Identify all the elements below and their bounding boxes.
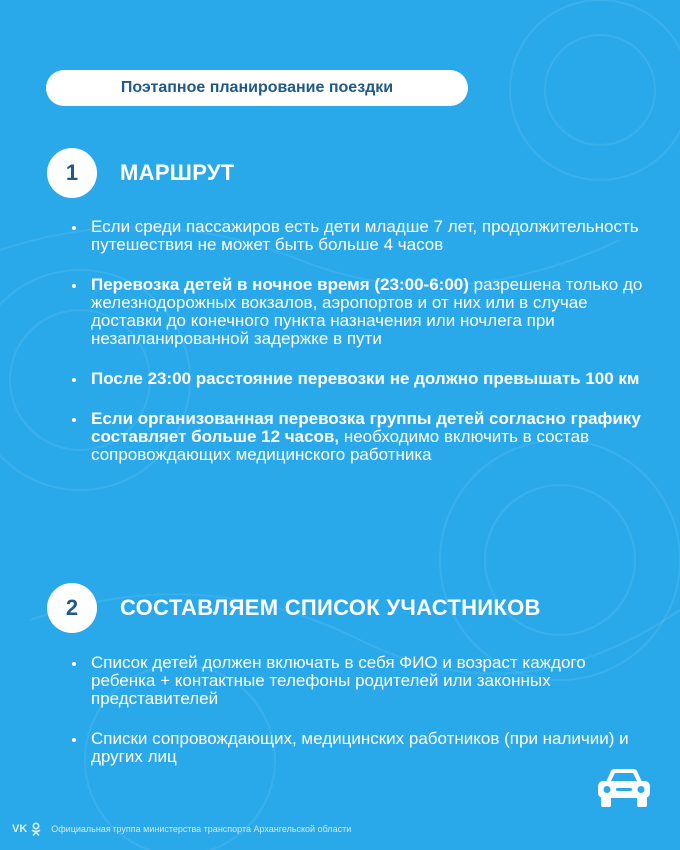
car-icon <box>594 766 654 810</box>
participants-list <box>72 654 652 788</box>
item-text: разрешена только до железнодорожных вокзалов, аэропортов и от них или в случае доставки до конечного пункта назначения или ночлега при незапланированной задержке в пути <box>91 275 643 348</box>
social-icons <box>12 822 41 836</box>
list-item <box>72 218 652 254</box>
section-title-route: МАРШРУТ <box>120 160 235 185</box>
step-number-2: 2 <box>47 583 97 633</box>
item-text: Если среди пассажиров есть дети младше 7 лет, продолжительность путешествия не может быть больше 4 часов <box>91 217 639 254</box>
list-item <box>72 410 652 464</box>
item-text: Списки сопровождающих, медицинских работников (при наличии) и других лиц <box>91 729 629 766</box>
footer <box>12 822 351 836</box>
item-text: необходимо включить в состав сопровождающих медицинского работника <box>91 427 590 464</box>
list-item <box>72 730 652 766</box>
route-list <box>72 218 652 486</box>
step-number-1: 1 <box>47 148 97 198</box>
odnoklassniki-icon[interactable] <box>31 822 41 836</box>
item-bold-text: Если организованная перевозка группы детей согласно графику составляет больше 12 часов, <box>91 409 641 446</box>
list-item <box>72 370 652 388</box>
page-title: Поэтапное планирование поездки <box>120 79 394 96</box>
item-bold-text: Перевозка детей в ночное время (23:00-6:00) <box>91 275 469 294</box>
header-pill <box>46 70 468 106</box>
item-bold-text: После 23:00 расстояние перевозки не должно превышать 100 км <box>91 369 640 388</box>
list-item <box>72 276 652 348</box>
vk-icon[interactable]: VK <box>12 823 28 835</box>
section-title-participants: СОСТАВЛЯЕМ СПИСОК УЧАСТНИКОВ <box>120 595 541 620</box>
footer-text: Официальная группа министерства транспорта Архангельской области <box>51 824 352 834</box>
list-item <box>72 654 652 708</box>
item-text: Список детей должен включать в себя ФИО и возраст каждого ребенка + контактные телефоны родителей или законных представителей <box>91 653 586 708</box>
